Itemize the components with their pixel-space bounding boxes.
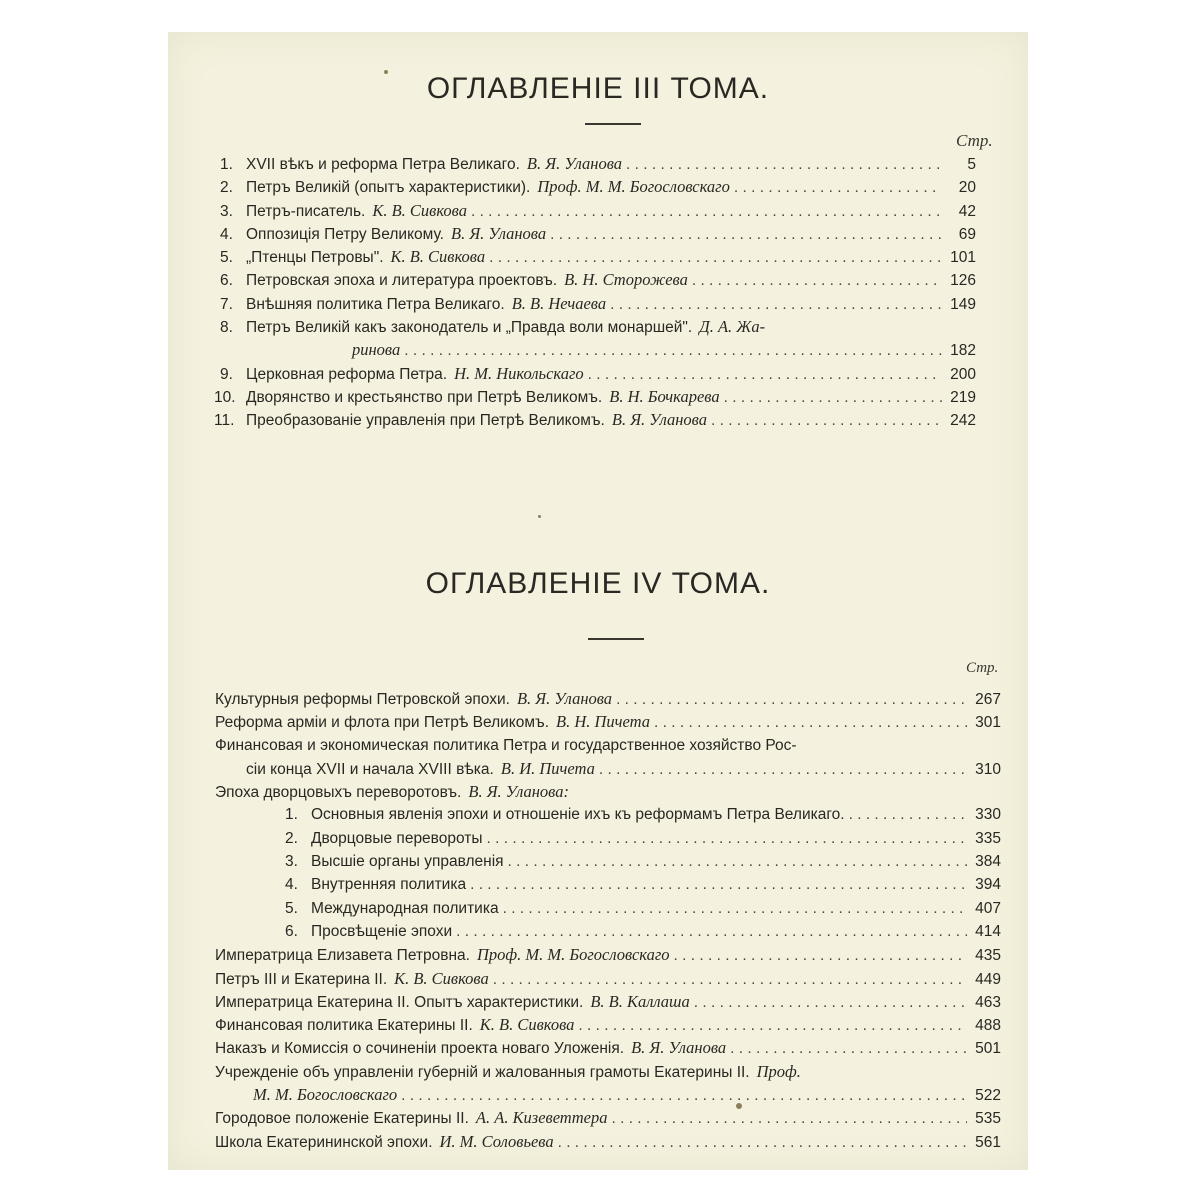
toc-entry xyxy=(168,780,1028,803)
dot-leader xyxy=(456,920,967,943)
entry-title: Финансовая политика Екатерины II. xyxy=(215,1017,473,1035)
toc-line xyxy=(168,1013,1028,1036)
toc-entry xyxy=(168,268,1028,291)
title-rule xyxy=(588,638,644,640)
entry-page: 42 xyxy=(958,202,976,220)
entry-author: К. В. Сивкова xyxy=(394,968,489,988)
entry-title: Школа Екатерининской эпохи. xyxy=(215,1133,433,1151)
entry-number: 4. xyxy=(220,225,233,243)
toc-line xyxy=(168,920,1028,943)
page-column-label: Стр. xyxy=(966,660,999,676)
entry-title: Культурныя реформы Петровской эпохи. xyxy=(215,691,510,708)
toc-entry xyxy=(168,710,1028,733)
entry-page: 414 xyxy=(975,922,1001,940)
toc-line xyxy=(168,315,1028,338)
toc-line xyxy=(168,1106,1028,1129)
toc-line xyxy=(168,873,1028,896)
toc-line xyxy=(168,943,1028,966)
entry-page: 522 xyxy=(975,1087,1001,1105)
entry-page: 101 xyxy=(950,249,976,267)
entry-author: Д. А. Жа- xyxy=(699,317,766,337)
toc-entry xyxy=(168,1106,1028,1129)
dot-leader xyxy=(588,363,942,386)
toc-entry xyxy=(168,873,1028,896)
entry-number: 3. xyxy=(285,853,298,871)
dot-leader xyxy=(692,269,942,292)
toc-line xyxy=(168,827,1028,850)
toc-entry xyxy=(168,827,1028,850)
entry-title: Петръ-писатель. xyxy=(246,202,366,220)
entry-author: И. М. Соловьева xyxy=(439,1131,554,1151)
entry-author: Проф. М. М. Богословскаго xyxy=(477,945,670,965)
entry-page: 561 xyxy=(975,1133,1001,1151)
toc-line xyxy=(168,757,1028,780)
toc-line xyxy=(168,408,1028,431)
toc-line xyxy=(168,292,1028,315)
entry-author: В. Н. Пичета xyxy=(556,712,651,732)
dot-leader xyxy=(599,758,967,781)
entry-number: 3. xyxy=(220,202,233,220)
toc-line xyxy=(168,850,1028,873)
toc-entry xyxy=(168,199,1028,222)
entry-author: В. В. Нечаева xyxy=(511,293,607,313)
entry-page: 182 xyxy=(950,342,976,360)
toc-entry xyxy=(168,222,1028,245)
entry-title: Внутренняя политика xyxy=(311,876,467,894)
toc-entry xyxy=(168,920,1028,943)
entry-number: 1. xyxy=(220,156,233,173)
entry-author: В. Н. Сторожева xyxy=(564,270,688,290)
entry-author: К. В. Сивкова xyxy=(390,247,486,267)
toc-line xyxy=(168,780,1028,803)
entry-number: 10. xyxy=(214,388,236,406)
entry-title: „Птенцы Петровы". xyxy=(246,249,384,267)
toc-entry xyxy=(168,990,1028,1013)
dot-leader xyxy=(489,246,942,269)
toc-entry xyxy=(168,245,1028,268)
entry-title: Петръ Великій какъ законодатель и „Правда воли монаршей". xyxy=(246,319,693,337)
dot-leader xyxy=(610,293,942,316)
toc-line xyxy=(168,268,1028,291)
dot-leader xyxy=(711,409,942,432)
dot-leader xyxy=(487,827,968,850)
toc-entry xyxy=(168,897,1028,920)
toc-entry xyxy=(168,408,1028,431)
dot-leader xyxy=(470,873,967,896)
volume4-title: ОГЛАВЛЕНІЕ IV ТОМА. xyxy=(425,567,771,600)
entry-title: Просвѣщеніе эпохи xyxy=(311,922,453,940)
entry-title: Учрежденіе объ управленіи губерній и жалованныя грамоты Екатерины II. xyxy=(215,1063,750,1081)
entry-number: 2. xyxy=(220,179,233,197)
entry-page: 310 xyxy=(975,760,1001,778)
entry-title: Преобразованіе управленія при Петрѣ Великомъ. xyxy=(246,412,605,430)
entry-title: Финансовая и экономическая политика Петра и государственное хозяйство Рос- xyxy=(215,736,797,754)
toc-entry xyxy=(168,967,1028,990)
toc-line xyxy=(168,1060,1028,1083)
dot-leader xyxy=(694,991,967,1014)
entry-title: Внѣшняя политика Петра Великаго. xyxy=(246,295,505,313)
entry-page: 267 xyxy=(975,691,1001,708)
entry-title: Петровская эпоха и литература проектовъ. xyxy=(246,272,558,290)
entry-number: 5. xyxy=(220,249,233,267)
entry-title: Городовое положеніе Екатерины II. xyxy=(215,1110,469,1128)
toc-entry xyxy=(168,315,1028,362)
toc-line xyxy=(168,967,1028,990)
entry-author: А. А. Кизеветтера xyxy=(475,1108,608,1128)
toc-entry xyxy=(168,687,1028,710)
toc-line xyxy=(168,803,1028,826)
dot-leader xyxy=(724,386,942,409)
entry-page: 242 xyxy=(950,412,976,430)
entry-author: В. Я. Уланова xyxy=(526,154,623,173)
toc-entry xyxy=(168,1036,1028,1059)
entry-number: 5. xyxy=(285,899,298,917)
volume3-title: ОГЛАВЛЕНІЕ III ТОМА. xyxy=(426,72,770,105)
entry-page: 435 xyxy=(975,947,1001,965)
toc-line xyxy=(168,897,1028,920)
entry-author: Проф. М. М. Богословскаго xyxy=(537,177,730,197)
toc-line xyxy=(168,1130,1028,1153)
entry-page: 219 xyxy=(950,388,976,406)
entry-page: 394 xyxy=(975,876,1001,894)
entry-number: 4. xyxy=(285,876,298,894)
entry-number: 9. xyxy=(220,365,233,383)
entry-page: 535 xyxy=(975,1110,1001,1128)
entry-continuation: М. М. Богословскаго xyxy=(253,1085,398,1105)
toc-entry xyxy=(168,362,1028,385)
toc-line xyxy=(168,199,1028,222)
entry-page: 407 xyxy=(975,899,1001,917)
dot-leader xyxy=(550,223,942,246)
toc-line xyxy=(168,1083,1028,1106)
entry-author: К. В. Сивкова xyxy=(479,1015,575,1035)
toc-line xyxy=(168,175,1028,198)
entry-title: Международная политика xyxy=(311,899,499,917)
entry-number: 8. xyxy=(220,319,233,337)
entry-continuation: сіи конца XVII и начала XVIII вѣка. xyxy=(246,760,494,778)
dot-leader xyxy=(616,688,967,711)
toc-entry xyxy=(168,1013,1028,1036)
toc-entry xyxy=(168,1130,1028,1153)
entry-title: Высшіе органы управленія xyxy=(311,853,504,871)
entry-page: 301 xyxy=(975,714,1001,732)
toc-line xyxy=(168,338,1028,361)
entry-number: 7. xyxy=(220,295,233,313)
entry-title: Императрица Елизавета Петровна. xyxy=(215,947,470,965)
dot-leader xyxy=(508,850,967,873)
toc-entry xyxy=(168,803,1028,826)
entry-title: Петръ Великій (опытъ характеристики). xyxy=(246,179,531,197)
entry-number: 2. xyxy=(285,829,298,847)
entry-title: Императрица Екатерина II. Опытъ характеристики. xyxy=(215,993,584,1011)
entry-page: 501 xyxy=(975,1040,1001,1058)
entry-continuation: ринова xyxy=(352,340,401,360)
dot-leader xyxy=(654,711,967,734)
entry-author: Проф. xyxy=(756,1061,801,1081)
entry-title: Основныя явленія эпохи и отношеніе ихъ къ реформамъ Петра Великаго. xyxy=(311,806,845,824)
book-page xyxy=(168,32,1028,1170)
entry-number: 11. xyxy=(214,412,235,430)
entry-page: 449 xyxy=(975,970,1001,988)
dot-leader xyxy=(493,968,967,991)
entry-page: 488 xyxy=(975,1017,1001,1035)
toc-entry xyxy=(168,175,1028,198)
toc-entry xyxy=(168,385,1028,408)
entry-title: Оппозиція Петру Великому. xyxy=(246,225,444,243)
toc-line xyxy=(168,152,1028,175)
toc-line xyxy=(168,245,1028,268)
entry-author: К. В. Сивкова xyxy=(372,200,467,220)
ink-speck xyxy=(538,515,541,518)
entry-title: Наказъ и Комиссія о сочиненіи проекта новаго Уложенія. xyxy=(215,1040,625,1058)
entry-title: Петръ III и Екатерина II. xyxy=(215,970,388,988)
toc-entry xyxy=(168,1060,1028,1107)
page-column-label: Стр. xyxy=(956,131,993,150)
entry-page: 20 xyxy=(958,179,976,197)
entry-page: 149 xyxy=(950,295,976,313)
toc-entry xyxy=(168,292,1028,315)
entry-number: 1. xyxy=(285,806,298,824)
entry-page: 126 xyxy=(950,272,976,290)
entry-author: В. Я. Уланова xyxy=(516,689,613,708)
volume4-toc xyxy=(168,687,1028,1153)
toc-line xyxy=(168,990,1028,1013)
toc-entry xyxy=(168,943,1028,966)
title-rule xyxy=(585,123,641,125)
entry-page: 5 xyxy=(967,156,976,173)
toc-line xyxy=(168,362,1028,385)
toc-line xyxy=(168,734,1028,757)
entry-page: 384 xyxy=(975,853,1001,871)
entry-title: Дворянство и крестьянство при Петрѣ Великомъ. xyxy=(246,388,603,406)
entry-page: 69 xyxy=(958,225,976,243)
entry-author: В. Я. Уланова xyxy=(611,410,707,430)
dot-leader xyxy=(471,200,942,223)
entry-title: Дворцовые перевороты xyxy=(311,829,483,847)
entry-author: В. Я. Уланова: xyxy=(468,782,569,802)
entry-author: В. Я. Уланова xyxy=(631,1038,727,1058)
toc-entry xyxy=(168,734,1028,781)
dot-leader xyxy=(849,803,967,826)
dot-leader xyxy=(626,153,942,176)
entry-number: 6. xyxy=(285,922,298,940)
entry-author: В. И. Пичета xyxy=(500,758,595,778)
toc-entry xyxy=(168,850,1028,873)
entry-author: В. Н. Бочкарева xyxy=(609,386,720,406)
dot-leader xyxy=(401,1084,967,1107)
dot-leader xyxy=(578,1014,967,1037)
entry-title: XVII вѣкъ и реформа Петра Великаго. xyxy=(246,156,520,173)
toc-line xyxy=(168,222,1028,245)
entry-title: Эпоха дворцовыхъ переворотовъ. xyxy=(215,784,462,802)
toc-line xyxy=(168,687,1028,710)
entry-page: 200 xyxy=(950,365,976,383)
dot-leader xyxy=(674,944,967,967)
volume3-toc xyxy=(168,152,1028,432)
dot-leader xyxy=(503,897,967,920)
dot-leader xyxy=(730,1037,967,1060)
toc-line xyxy=(168,1036,1028,1059)
entry-title: Реформа арміи и флота при Петрѣ Великомъ. xyxy=(215,714,550,732)
dot-leader xyxy=(734,176,942,199)
entry-author: Н. М. Никольскаго xyxy=(454,363,584,383)
entry-author: В. Я. Уланова xyxy=(450,223,547,243)
entry-page: 330 xyxy=(975,806,1001,824)
entry-page: 335 xyxy=(975,829,1001,847)
toc-entry xyxy=(168,152,1028,175)
entry-number: 6. xyxy=(220,272,233,290)
dot-leader xyxy=(611,1107,967,1130)
entry-page: 463 xyxy=(975,993,1001,1011)
toc-line xyxy=(168,385,1028,408)
entry-title: Церковная реформа Петра. xyxy=(246,365,448,383)
dot-leader xyxy=(558,1131,967,1154)
dot-leader xyxy=(404,339,942,362)
entry-author: В. В. Каллаша xyxy=(590,991,690,1011)
toc-line xyxy=(168,710,1028,733)
